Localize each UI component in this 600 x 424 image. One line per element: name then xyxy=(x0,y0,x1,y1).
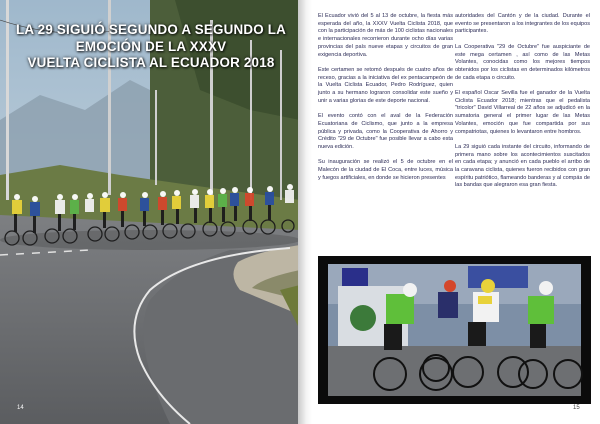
paragraph: El Ecuador vivió del 5 al 13 de octubre, la fiesta más esperada del año, la XXXV Vuelta Ciclista 2018, que con la participación de más de 100 ciclistas nacionales e internacionales recorrieron durante ocho días varias provincias del país nueve etapas y circuitos de gran exigencia deportiva. xyxy=(318,13,453,58)
article-headline xyxy=(10,22,292,72)
headline-line: VUELTA CICLISTA AL ECUADOR 2018 xyxy=(27,55,275,70)
page-number-left: 14 xyxy=(17,405,24,411)
text-column-right xyxy=(455,13,590,198)
page-number-right: 15 xyxy=(573,405,580,411)
text-column-left xyxy=(318,13,453,190)
paragraph: autoridades del Cantón y de la ciudad. Durante el evento se presentaron a los integrantes de los equipos participantes. xyxy=(455,13,590,35)
paragraph: Este certamen se retomó después de cuatro años de receso, gracias a la iniciativa del ex pentacampeón de la Vuelta Ciclista Ecuador, Pedro Rodríguez, quien junto a su hermano lograron consolidar este sueño y unir a varias glorias de este deporte nacional. xyxy=(318,66,453,104)
headline-line: EMOCIÓN DE LA XXXV xyxy=(75,38,227,54)
paragraph: El español Oscar Sevilla fue el ganador de la Vuelta Ciclista Ecuador 2018; mientras que el pedalista "tricolor" David Villarreal de 22 años se adjudicó en la sumatoria general el primer lugar de las Metas Volantes, emoción que fue compartida por sus compatriotas, quienes lo levantaron entre hombros. xyxy=(455,90,590,135)
paragraph: La Cooperativa "29 de Octubre" fue auspiciante de este mega certamen , así como de las Metas Volantes, conocidas como los mejores tiempos obtenidos por los ciclistas en determinados kilómetros de cada etapa o circuito. xyxy=(455,43,590,81)
paragraph: La 29 siguió cada instante del circuito, informando de primera mano sobre los acontecimientos suscitados en cada etapa; y anunció en cada pueblo el arribo de la caravana ciclista, quienes fueron recibidos con gran espíritu patriótico, flameando banderas y al compás de las bandas que alegraron esa gran fiesta. xyxy=(455,143,590,189)
race-photo-image xyxy=(318,256,591,404)
paragraph: Su inauguración se realizó el 5 de octubre en el Malecón de la ciudad de El Coca, entre luces, música y fuegos artificiales, en donde se hicieron presentes xyxy=(318,159,453,181)
cyclists-race-photo xyxy=(318,256,591,404)
headline-line: LA 29 SIGUIÓ SEGUNDO A SEGUNDO LA xyxy=(16,22,286,37)
paragraph: El evento contó con el aval de la Federación Ecuatoriana de Ciclismo, que junto a la empresa pública y privada, como la Cooperativa de Ahorro y Crédito "29 de Octubre" fue posible llevar a cabo esta nueva edición. xyxy=(318,113,453,150)
right-page xyxy=(300,0,600,424)
